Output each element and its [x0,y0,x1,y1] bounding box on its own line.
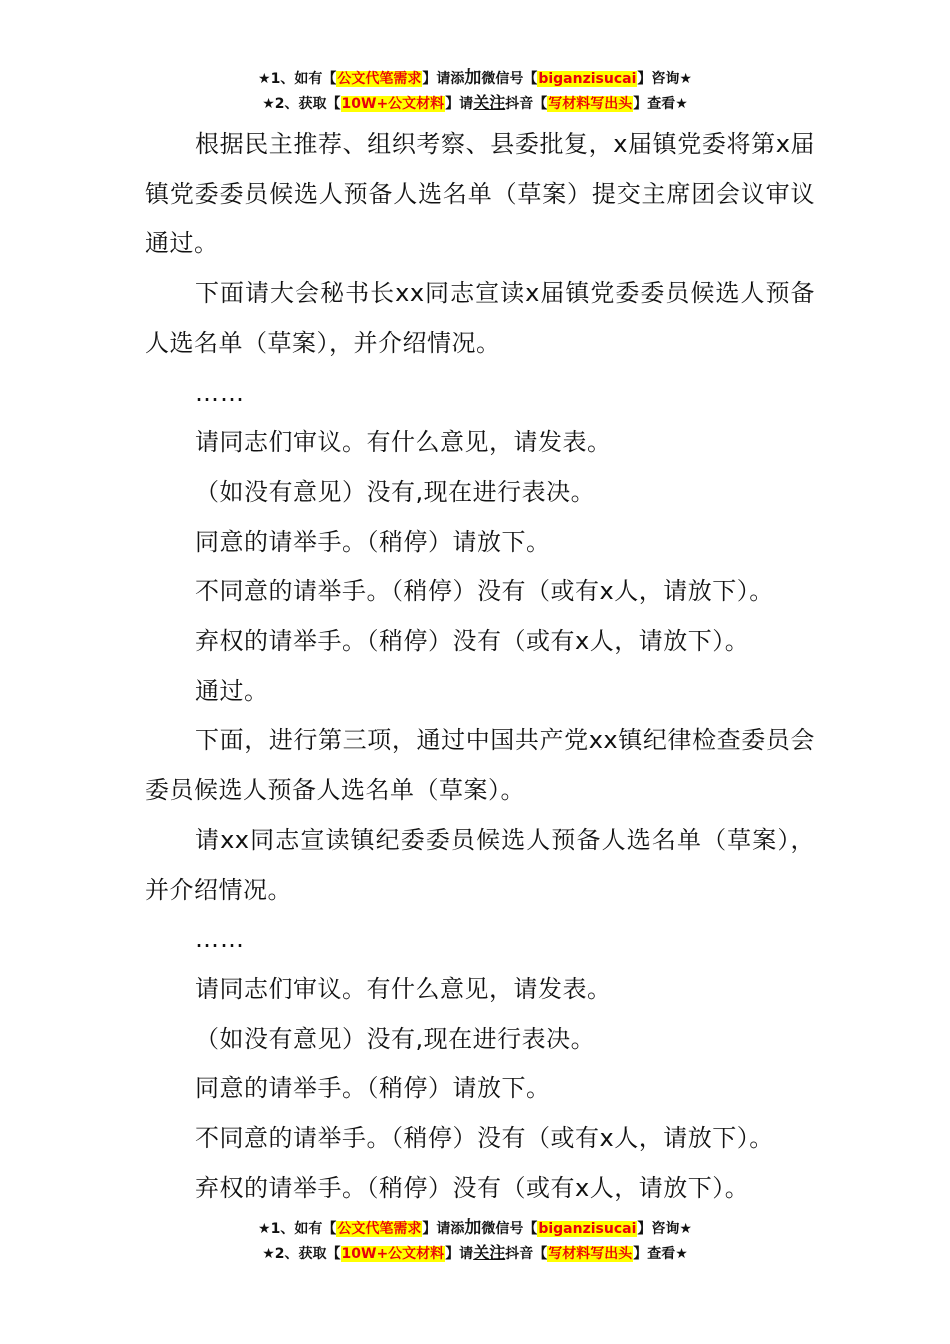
paragraph: 根据民主推荐、组织考察、县委批复，x届镇党委将第x届镇党委委员候选人预备人选名单（草案）提交主席团会议审议通过。 [145,130,815,258]
paragraph: （如没有意见）没有,现在进行表决。 [195,477,596,506]
banner-line-2 [0,91,950,116]
document-body [145,120,815,1213]
banner-text: ★2、获取【 [262,96,341,112]
banner-text: 】查看★ [633,96,688,112]
banner-text: ★1、如有【 [258,71,337,87]
banner-text: 】咨询★ [637,1221,692,1237]
paragraph: 不同意的请举手。（稍停）没有（或有x人，请放下）。 [195,577,774,606]
banner-text: ★1、如有【 [258,1221,337,1237]
banner-underlined: 关注 [473,1243,506,1262]
banner-text: 】请 [445,96,474,112]
ellipsis: …… [195,378,245,407]
ellipsis: …… [195,925,245,954]
banner-text: ★2、获取【 [262,1246,341,1262]
paragraph: 不同意的请举手。（稍停）没有（或有x人，请放下）。 [195,1124,774,1153]
banner-text: 】请添 [422,71,465,87]
banner-highlight: 写材料写出头 [548,1246,633,1262]
banner-text: 】咨询★ [637,71,692,87]
banner-text: 抖音【 [505,1246,548,1262]
banner-text: 】请 [445,1246,474,1262]
banner-underlined: 关注 [473,93,506,112]
header-banner [0,66,950,116]
paragraph: 通过。 [195,676,269,705]
banner-line-2 [0,1241,950,1266]
banner-text: 】请添 [422,1221,465,1237]
banner-highlight: 10W+公文材料 [341,96,445,112]
banner-highlight: 写材料写出头 [548,96,633,112]
paragraph: 下面请大会秘书长xx同志宣读x届镇党委委员候选人预备人选名单（草案），并介绍情况。 [145,279,815,357]
banner-text: 】查看★ [633,1246,688,1262]
banner-text: 微信号【 [481,71,538,87]
paragraph: 同意的请举手。（稍停）请放下。 [195,527,551,556]
banner-emphasis: 加 [464,1218,482,1238]
banner-text: 微信号【 [481,1221,538,1237]
banner-highlight: biganzisucai [538,1221,637,1237]
paragraph: 下面，进行第三项，通过中国共产党xx镇纪律检查委员会委员候选人预备人选名单（草案）。 [145,726,815,805]
banner-highlight: 公文代笔需求 [337,1221,422,1237]
banner-highlight: 10W+公文材料 [341,1246,445,1262]
banner-highlight: 公文代笔需求 [337,71,422,87]
paragraph: 请同志们审议。有什么意见，请发表。 [195,428,612,457]
paragraph: 弃权的请举手。（稍停）没有（或有x人，请放下）。 [195,1173,750,1202]
paragraph: 弃权的请举手。（稍停）没有（或有x人，请放下）。 [195,627,750,656]
paragraph: 同意的请举手。（稍停）请放下。 [195,1074,551,1103]
paragraph: 请同志们审议。有什么意见，请发表。 [195,974,612,1003]
banner-text: 抖音【 [505,96,548,112]
banner-highlight: biganzisucai [538,71,637,87]
paragraph: 请xx同志宣读镇纪委委员候选人预备人选名单（草案），并介绍情况。 [145,825,815,904]
banner-line-1 [0,66,950,91]
footer-banner [0,1216,950,1266]
paragraph: （如没有意见）没有,现在进行表决。 [195,1024,596,1053]
banner-emphasis: 加 [464,68,482,88]
banner-line-1 [0,1216,950,1241]
